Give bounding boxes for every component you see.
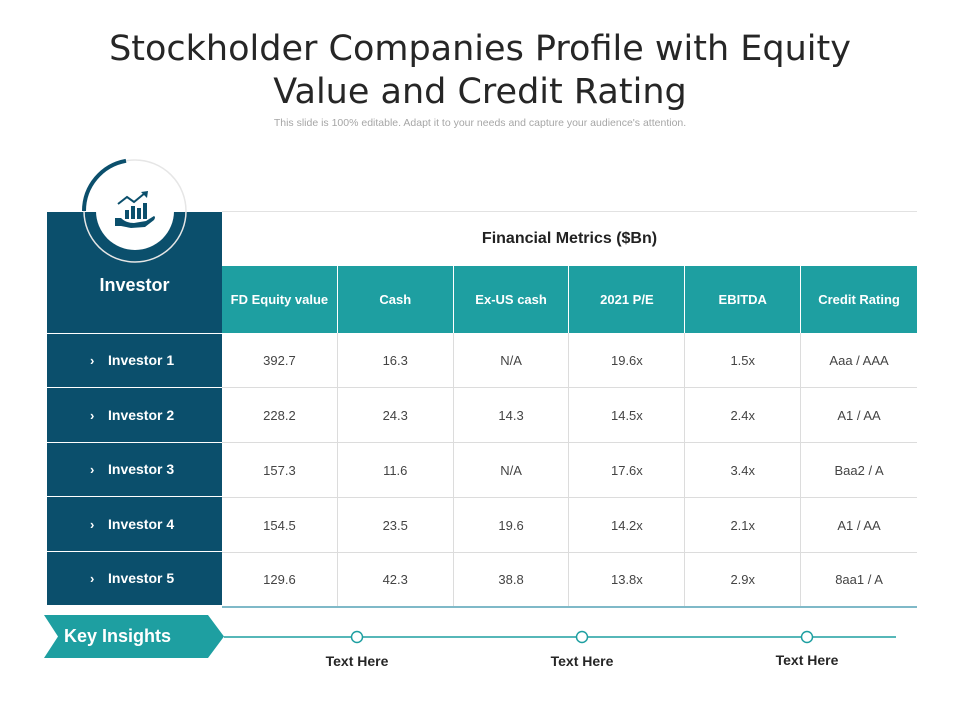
- table-row: [222, 498, 917, 553]
- table-cell: 2.1x: [685, 498, 801, 552]
- column-header: 2021 P/E: [569, 266, 685, 333]
- investor-header-label: Investor: [99, 275, 170, 295]
- chevron-right-icon: ›: [90, 570, 95, 586]
- investor-row: [47, 497, 222, 552]
- table-cell: 11.6: [338, 443, 454, 497]
- table-row: [222, 333, 917, 388]
- table-cell: 16.3: [338, 333, 454, 387]
- timeline-node: [800, 630, 814, 644]
- table-cell: 23.5: [338, 498, 454, 552]
- table-cell: 228.2: [222, 388, 338, 442]
- table-cell: A1 / AA: [837, 407, 881, 423]
- table-cell: 19.6: [454, 498, 570, 552]
- investor-name: Investor 5: [108, 570, 175, 586]
- icon-circle: [96, 172, 174, 250]
- table-cell: 14.3: [454, 388, 570, 442]
- hand-growth-chart-icon: [112, 188, 158, 234]
- table-row: [222, 553, 917, 608]
- investor-row: [47, 388, 222, 443]
- table-cell: 129.6: [222, 553, 338, 606]
- investor-name: Investor 1: [108, 352, 175, 368]
- column-header-row: [222, 266, 917, 333]
- table-cell: N/A: [454, 443, 570, 497]
- key-insights-label: Key Insights: [64, 626, 172, 646]
- investor-name: Investor 4: [108, 516, 175, 532]
- chevron-right-icon: ›: [90, 352, 95, 368]
- table-cell: 3.4x: [685, 443, 801, 497]
- insight-text: Text Here: [775, 652, 839, 668]
- table-cell: 1.5x: [685, 333, 801, 387]
- table-cell: A1 / AA: [837, 517, 881, 533]
- page-title: Stockholder Companies Profile with Equity Value and Credit Rating: [109, 29, 851, 112]
- insight-text: Text Here: [325, 653, 389, 669]
- table-cell: N/A: [454, 333, 570, 387]
- timeline-node: [350, 630, 364, 644]
- table-row: [222, 443, 917, 498]
- table-cell: 38.8: [454, 553, 570, 606]
- table-cell: 392.7: [222, 333, 338, 387]
- key-insights-timeline: [224, 636, 896, 638]
- table-cell: 2.9x: [685, 553, 801, 606]
- column-header: FD Equity value: [222, 266, 338, 333]
- table-cell: 154.5: [222, 498, 338, 552]
- timeline-node: [575, 630, 589, 644]
- table-cell: 42.3: [338, 553, 454, 606]
- table-cell: Baa2 / A: [834, 462, 884, 478]
- table-cell: 157.3: [222, 443, 338, 497]
- investor-row: [47, 551, 222, 605]
- chevron-right-icon: ›: [90, 407, 95, 423]
- page-subtitle: This slide is 100% editable. Adapt it to your needs and capture your audience's attention.: [273, 117, 687, 129]
- investor-column: [47, 212, 222, 605]
- table-cell: 14.2x: [569, 498, 685, 552]
- column-header: Ex-US cash: [454, 266, 570, 333]
- column-header: Credit Rating: [818, 291, 900, 307]
- table-top-divider: [222, 211, 917, 212]
- table-cell: 24.3: [338, 388, 454, 442]
- investor-name: Investor 3: [108, 461, 175, 477]
- table-cell: 8aa1 / A: [835, 572, 883, 587]
- chevron-right-icon: ›: [90, 461, 95, 477]
- table-row: [222, 388, 917, 443]
- table-cell: Aaa / AAA: [829, 352, 889, 368]
- column-header: Cash: [338, 266, 454, 333]
- chevron-right-icon: ›: [90, 516, 95, 532]
- investor-name: Investor 2: [108, 407, 175, 423]
- table-body: [222, 333, 917, 605]
- table-cell: 13.8x: [569, 553, 685, 606]
- metrics-group-header: Financial Metrics ($Bn): [481, 230, 658, 247]
- table-cell: 14.5x: [569, 388, 685, 442]
- insight-text: Text Here: [550, 653, 614, 669]
- table-cell: 2.4x: [685, 388, 801, 442]
- investor-row: [47, 442, 222, 497]
- table-cell: 17.6x: [569, 443, 685, 497]
- investor-row: [47, 333, 222, 388]
- table-cell: 19.6x: [569, 333, 685, 387]
- column-header: EBITDA: [685, 266, 801, 333]
